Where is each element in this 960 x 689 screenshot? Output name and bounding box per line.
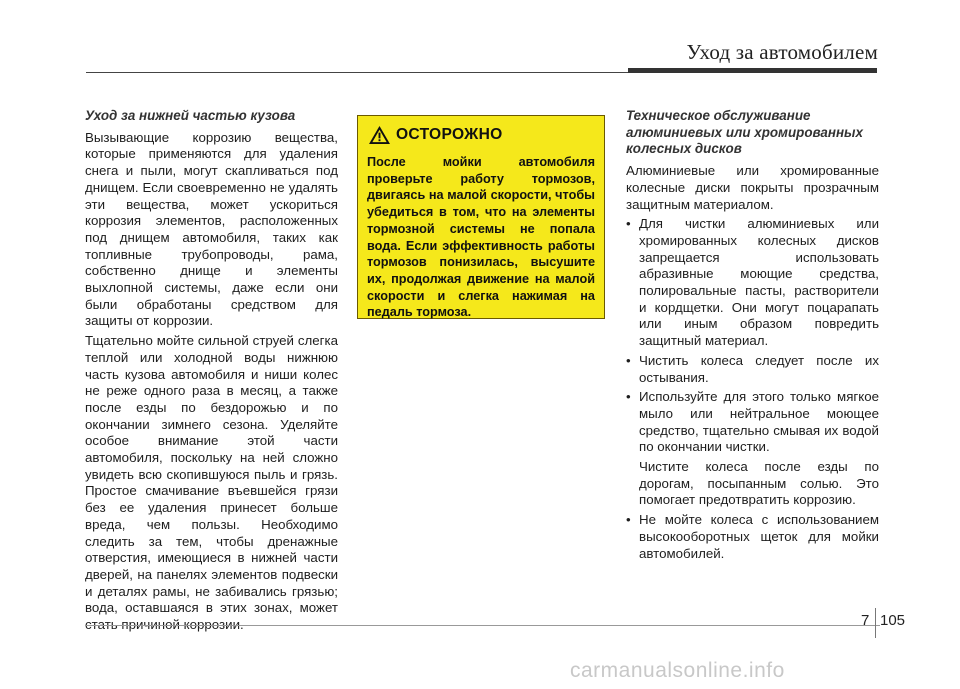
list-item: [626, 512, 879, 562]
bullet: •: [626, 389, 631, 405]
warning-header: [368, 125, 595, 145]
chapter-number: 7: [861, 612, 870, 629]
warning-triangle-icon: [368, 125, 391, 145]
left-column: [85, 108, 338, 637]
list-item-extra-text: Чистите колеса после езды по дорогам, посыпанным солью. Это помогает предотвратить коррозию.: [639, 459, 879, 508]
paragraph-underbody-1: Вызывающие коррозию вещества, которые применяются для удаления снега и пыли, могут скапливаться под днищем. Если своевременно не удалять эти вещества, может ускориться коррозия элементов, расположенных под днищем автомобиля, таких как топливные трубопроводы, рама, собственно днище и элементы выхлопной системы, даже если они были обработаны средством для защиты от коррозии.: [85, 129, 338, 329]
header-rule-thin: [86, 72, 630, 73]
list-item-text: Чистить колеса следует после их остывания.: [639, 352, 879, 385]
list-item: [626, 216, 879, 350]
watermark: carmanualsonline.info: [570, 659, 785, 682]
list-item: [626, 389, 879, 509]
list-item-text: Не мойте колеса с использованием высокооборотных щеток для мойки автомобилей.: [639, 512, 879, 561]
paragraph-underbody-2: Тщательно мойте сильной струей слегка теплой или холодной воды нижнюю часть кузова автомобиля и ниши колес не реже одного раза в месяц, а также после езды по бездорожью и по окончании зимнего сезона. Уделяйте особое внимание этой части автомобиля, поскольку на ней сложно увидеть всю скопившуюся пыль и грязь. Простое смачивание въевшейся грязи без ее удаления принесет больше вреда, чем пользы. Необходимо следить за тем, чтобы дренажные отверстия, имеющиеся в нижней части дверей, на панелях элементов подвески и деталях рамы, не забивались грязью; вода, оставшаяся в этих зонах, может стать причиной коррозии.: [85, 333, 338, 633]
footer-divider: [875, 608, 876, 638]
page-header-title: Уход за автомобилем: [686, 40, 878, 64]
list-item-text: Используйте для этого только мягкое мыло или нейтральное моющее средство, тщательно смывая их водой по окончании чистки.: [639, 389, 879, 455]
warning-text: После мойки автомобиля проверьте работу тормозов, двигаясь на малой скорости, чтобы убедиться в том, что на элементы тормозной системы не попала вода. Если эффективность работы тормозов понизилась, высушите их, продолжая движение на малой скорости и слегка нажимая на педаль тормоза.: [367, 155, 595, 320]
page-number: 105: [880, 612, 906, 629]
list-item: [626, 353, 879, 386]
list-item-text: Для чистки алюминиевых или хромированных колесных дисков запрещается использовать абразивные моющие средства, полировальные пасты, растворители и кордщетки. Они могут поцарапать или иным образом повредить защитный материал.: [639, 216, 879, 349]
section-title-underbody: Уход за нижней частью кузова: [85, 108, 296, 123]
warning-title: ОСТОРОЖНО: [396, 126, 503, 143]
bullet: •: [626, 216, 631, 232]
bullet: •: [626, 512, 631, 528]
section-title-wheels: Техническое обслуживание алюминиевых или хромированных колесных дисков: [626, 108, 863, 157]
warning-box: [357, 115, 605, 319]
paragraph-wheels-intro: Алюминиевые или хромированные колесные диски покрыты прозрачным защитным материалом.: [626, 163, 879, 212]
bullet: •: [626, 352, 631, 368]
header-rule-thick: [628, 68, 877, 73]
footer-rule: [85, 625, 880, 626]
right-column: [626, 108, 879, 565]
wheel-care-list: [626, 216, 879, 562]
